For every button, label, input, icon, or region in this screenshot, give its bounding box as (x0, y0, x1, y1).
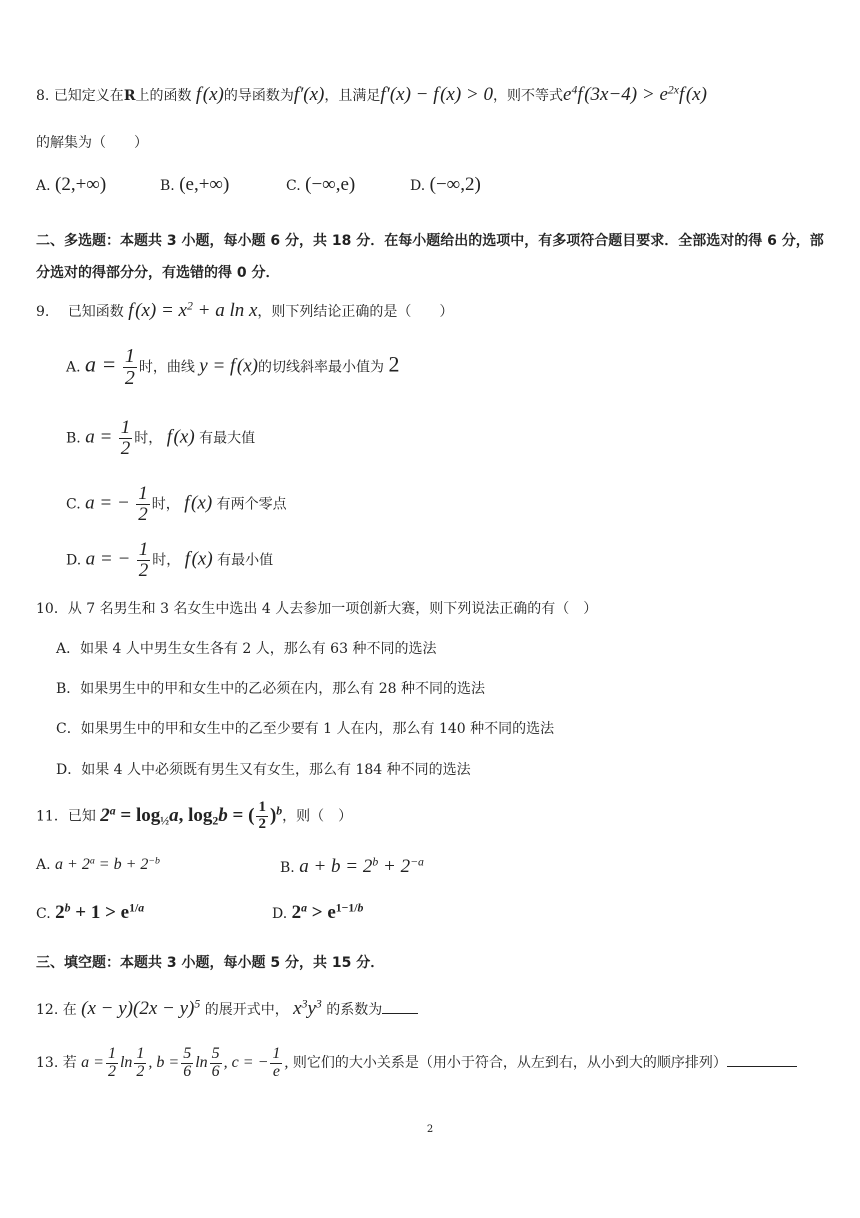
q8-inequality: $e^4f$ $(3x-4) > e^{2x}f$ (x) (563, 83, 707, 105)
q11-option-b[interactable]: B. $a + b = 2^b + 2^{-a}$ (280, 855, 424, 877)
q9-option-c[interactable]: C. a = − $\frac{1}{2}$ 时， f (x) 有两个零点 (66, 483, 287, 525)
q10-stem: 10．从 7 名男生和 3 名女生中选出 4 人去参加一项创新大赛，则下列说法正确的有（ ） (36, 601, 598, 617)
q10-option-d[interactable]: D．如果 4 人中必须既有男生又有女生，那么有 184 种不同的选法 (56, 762, 471, 778)
q8-line1: 8. 已知定义在R上的函数 f (x)的导函数为f′(x)，且满足f′(x) − f (x) > 0，则不等式$e^4f$ $(3x-4) > e^{2x}f$ (x) (36, 83, 707, 105)
q12-expression: $(x - y)(2x - y)^5$ (81, 997, 201, 1019)
q8-condition: f′(x) − f (x) > 0 (380, 84, 494, 105)
q10-option-b[interactable]: B．如果男生中的甲和女生中的乙必须在内，那么有 28 种不同的选法 (56, 681, 486, 697)
section2-heading-line1: 二、多选题：本题共 3 小题，每小题 6 分，共 18 分．在每小题给出的选项中，有多项符合题目要求．全部选对的得 6 分，部 (36, 233, 824, 249)
page-number: 2 (426, 1124, 434, 1135)
q13-stem: 13. 若 a = $\frac{1}{2}$ ln $\frac{1}{2}$ , b = $\frac{5}{6}$ ln $\frac{5}{6}$ , c = − $\frac{1}{e}$ , 则它们的大小关系是（用小于符合，从左到右，从小到大的顺序排列） (36, 1046, 824, 1081)
q8-option-b[interactable]: B. (e,+∞) (160, 174, 230, 195)
q8-derivative: f′(x) (293, 84, 325, 105)
q13-expression: a = $\frac{1}{2}$ ln $\frac{1}{2}$ , b = $\frac{5}{6}$ ln $\frac{5}{6}$ , c = − $\frac{1}{e}$ , (81, 1045, 289, 1080)
q9-option-b[interactable]: B. a = $\frac{1}{2}$ 时， f (x) 有最大值 (66, 417, 256, 459)
q12-answer-blank[interactable] (382, 1013, 418, 1014)
q8-option-c[interactable]: C. (−∞,e) (286, 174, 356, 195)
q11-option-d[interactable]: D. $2^a > e^{1-1/b}$ (272, 901, 364, 923)
q12-stem: 12. 在 $(x - y)(2x - y)^5$ 的展开式中， $x^3y^3$ 的系数为 (36, 998, 824, 1020)
q8-option-d[interactable]: D. (−∞,2) (410, 174, 481, 195)
q13-answer-blank[interactable] (727, 1066, 797, 1067)
q11-option-a[interactable]: A. $a + 2^a = b + 2^{-b}$ (36, 855, 160, 873)
q9-function: f $(x) = x^2 + a$ ln x (128, 299, 258, 321)
q9-option-a[interactable]: A. a = $\frac{1}{2}$ 时，曲线 y = f (x)的切线斜率最小值为 2 (66, 345, 400, 389)
q9-option-d[interactable]: D. a = − $\frac{1}{2}$ 时， f (x) 有最小值 (66, 539, 274, 581)
section3-heading: 三、填空题：本题共 3 小题，每小题 5 分，共 15 分． (36, 955, 385, 971)
q8-option-a[interactable]: A. (2,+∞) (36, 174, 107, 195)
q10-option-a[interactable]: A．如果 4 人中男生女生各有 2 人，那么有 63 种不同的选法 (56, 641, 437, 657)
q9-stem: 9. 已知函数 f $(x) = x^2 + a$ ln x，则下列结论正确的是（ ） (36, 299, 454, 321)
q8-f-of-x: f (x) (195, 84, 224, 105)
q11-option-c[interactable]: C. $2^b + 1 > e^{1/a}$ (36, 901, 145, 923)
section2-heading-line2: 分选对的得部分分，有选错的得 0 分． (36, 265, 280, 281)
q11-condition: $2^a = \log_{\frac{1}{2}}a$, $\log_2b$ = ( $\frac{1}{2}$ )$^b$ (100, 799, 283, 832)
q10-option-c[interactable]: C．如果男生中的甲和女生中的乙至少要有 1 人在内，那么有 140 种不同的选法 (56, 721, 555, 737)
q8-line2: 的解集为（ ） (36, 135, 148, 151)
q11-stem: 11．已知 $2^a = \log_{\frac{1}{2}}a$, $\log_2b$ = ( $\frac{1}{2}$ )$^b$，则（ ） (36, 799, 353, 832)
